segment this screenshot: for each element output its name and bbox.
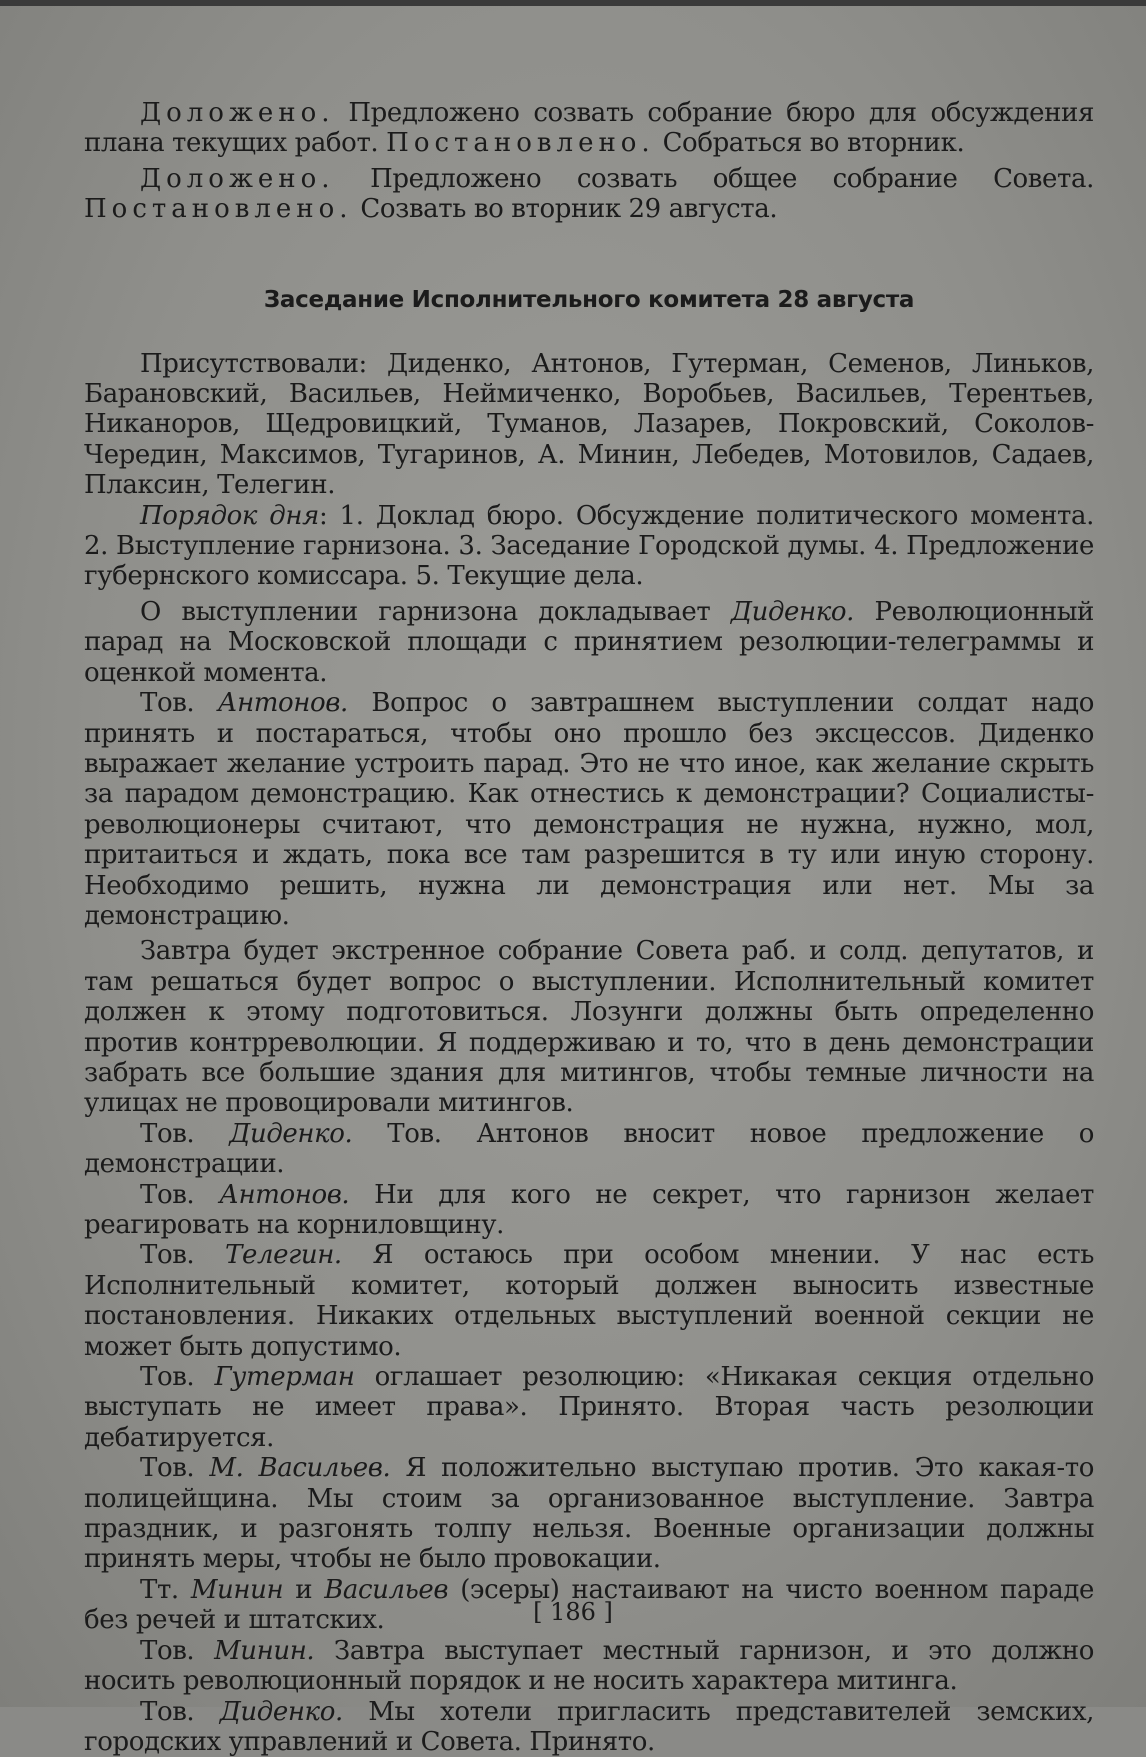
paragraph-agenda: Порядок дня: 1. Доклад бюро. Обсуждение политического момента. 2. Выступление гарнизона. 3. Заседание Городской думы. 4. Предложение губернского комиссара. 5. Текущие дела. [84, 501, 1094, 592]
paragraph-minin: Тов. Минин. Завтра выступает местный гарнизон, и это должно носить революционный порядок и не носить характера митинга. [84, 1636, 1094, 1697]
paragraph-vasiliev: Тов. М. Васильев. Я положительно выступаю против. Это какая-то полицейщина. Мы стоим за организованное выступление. Завтра праздник, и разгонять толпу нельзя. Военные организации должны принять меры, чтобы не было провокации. [84, 1453, 1094, 1575]
paragraph-report-council: Доложено. Предложено созвать общее собрание Совета. Постановлено. Созвать во вторник 29 августа. [84, 164, 1094, 225]
paragraph-telegin: Тов. Телегин. Я остаюсь при особом мнении. У нас есть Исполнительный комитет, который должен выносить известные постановления. Никаких отдельных выступлений военной секции не может быть допустимо. [84, 1240, 1094, 1362]
paragraph-tomorrow: Завтра будет экстренное собрание Совета раб. и солд. депутатов, и там решаться будет вопрос о выступлении. Исполнительный комитет должен к этому подготовиться. Лозунги должны быть определенно против контрреволюции. Я поддерживаю и то, что в день демонстрации забрать все большие здания для митингов, чтобы темные личности на улицах не провоцировали митингов. [84, 936, 1094, 1118]
paragraph-antonov-reply: Тов. Антонов. Ни для кого не секрет, что гарнизон желает реагировать на корниловщину. [84, 1180, 1094, 1241]
paragraph-garrison-report: О выступлении гарнизона докладывает Диденко. Революционный парад на Московской площади с принятием резолюции-телеграммы и оценкой момента. [84, 597, 1094, 688]
page-number: [ 186 ] [0, 1598, 1146, 1626]
paragraph-antonov-speech: Тов. Антонов. Вопрос о завтрашнем выступлении солдат надо принять и постараться, чтобы оно прошло без эксцессов. Диденко выражает желание устроить парад. Это не что иное, как желание скрыть за парадом демонстрацию. Как отнестись к демонстрации? Социалисты-революционеры считают, что демонстрация не нужна, нужно, мол, притаиться и ждать, пока все там разрешится в ту или иную сторону. Необходимо решить, нужна ли демонстрация или нет. Мы за демонстрацию. [84, 688, 1094, 931]
page-body [84, 98, 1094, 1757]
paragraph-didenko-final: Тов. Диденко. Мы хотели пригласить представителей земских, городских управлений и Совета. Принято. [84, 1697, 1094, 1757]
top-border [0, 0, 1146, 6]
paragraph-didenko: Тов. Диденко. Тов. Антонов вносит новое предложение о демонстрации. [84, 1119, 1094, 1180]
section-heading: Заседание Исполнительного комитета 28 августа [84, 287, 1094, 313]
paragraph-guterman: Тов. Гутерман оглашает резолюцию: «Никакая секция отдельно выступать не имеет права». Принято. Вторая часть резолюции дебатируется. [84, 1362, 1094, 1453]
paragraph-report-bureau: Доложено. Предложено созвать собрание бюро для обсуждения плана текущих работ. Постановлено. Собраться во вторник. [84, 98, 1094, 159]
paragraph-present: Присутствовали: Диденко, Антонов, Гутерман, Семенов, Линьков, Барановский, Васильев, Неймиченко, Воробьев, Васильев, Терентьев, Никаноров, Щедровицкий, Туманов, Лазарев, Покровский, Соколов-Чередин, Максимов, Тугаринов, А. Минин, Лебедев, Мотовилов, Садаев, Плаксин, Телегин. [84, 349, 1094, 501]
paragraph-minin-vasiliev: Тт. Минин и Васильев (эсеры) настаивают на чисто военном параде без речей и штатских. [84, 1575, 1094, 1636]
